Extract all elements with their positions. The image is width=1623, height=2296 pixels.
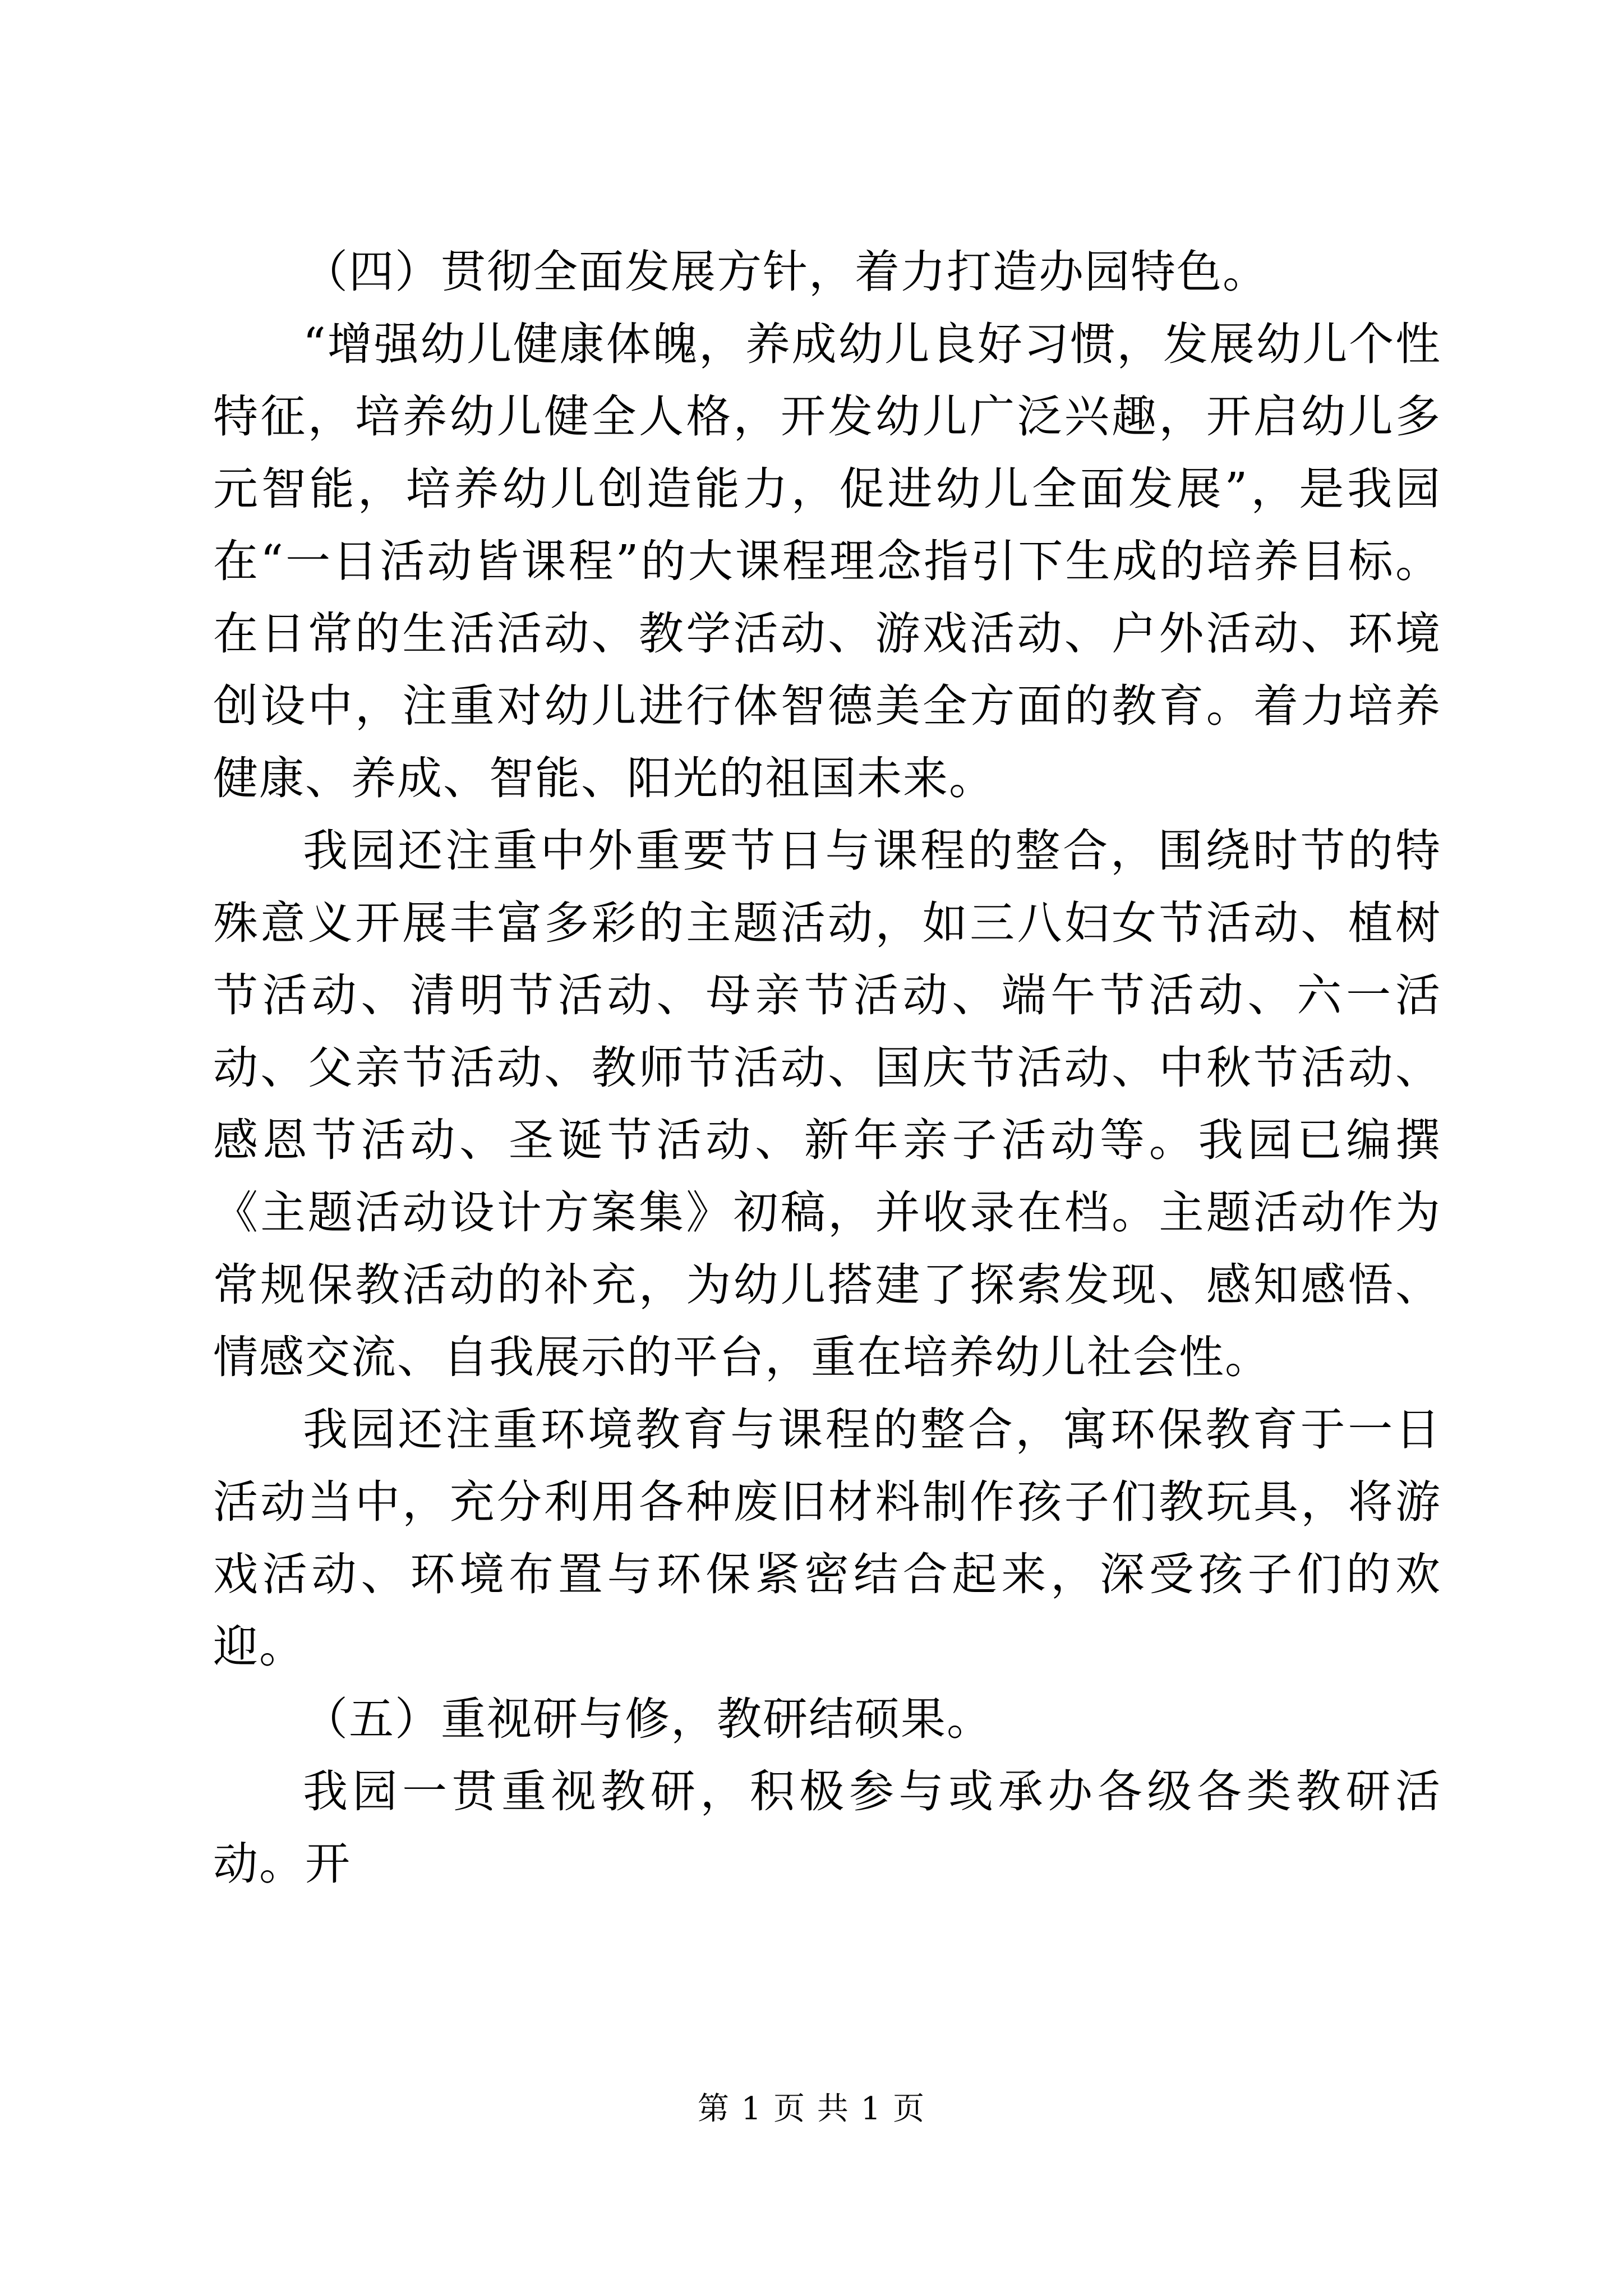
paragraph-teaching-research: 我园一贯重视教研，积极参与或承办各级各类教研活动。开 bbox=[213, 1765, 1441, 1890]
document-body bbox=[213, 236, 1441, 1900]
page-number-footer: 第 1 页 共 1 页 bbox=[697, 2091, 926, 2127]
section-heading-5: （五）重视研与修，教研结硕果。 bbox=[303, 1693, 993, 1745]
section-heading-4: （四）贯彻全面发展方针，着力打造办园特色。 bbox=[303, 246, 1269, 298]
paragraph-training-goals: “增强幼儿健康体魄，养成幼儿良好习惯，发展幼儿个性特征，培养幼儿健全人格，开发幼儿广泛兴趣，开启幼儿多元智能，培养幼儿创造能力，促进幼儿全面发展”，是我园在“一日活动皆课程”的大课程理念指引下生成的培养目标。在日常的生活活动、教学活动、游戏活动、户外活动、环境创设中，注重对幼儿进行体智德美全方面的教育。着力培养健康、养成、智能、阳光的祖国未来。 bbox=[213, 318, 1441, 804]
paragraph-environment-education: 我园还注重环境教育与课程的整合，寓环保教育于一日活动当中，充分利用各种废旧材料制作孩子们教玩具，将游戏活动、环境布置与环保紧密结合起来，深受孩子们的欢迎。 bbox=[213, 1404, 1441, 1673]
paragraph-festival-activities: 我园还注重中外重要节日与课程的整合，围绕时节的特殊意义开展丰富多彩的主题活动，如三八妇女节活动、植树节活动、清明节活动、母亲节活动、端午节活动、六一活动、父亲节活动、教师节活动、国庆节活动、中秋节活动、感恩节活动、圣诞节活动、新年亲子活动等。我园已编撰《主题活动设计方案集》初稿，并收录在档。主题活动作为常规保教活动的补充，为幼儿搭建了探索发现、感知感悟、情感交流、自我展示的平台，重在培养幼儿社会性。 bbox=[213, 825, 1441, 1383]
